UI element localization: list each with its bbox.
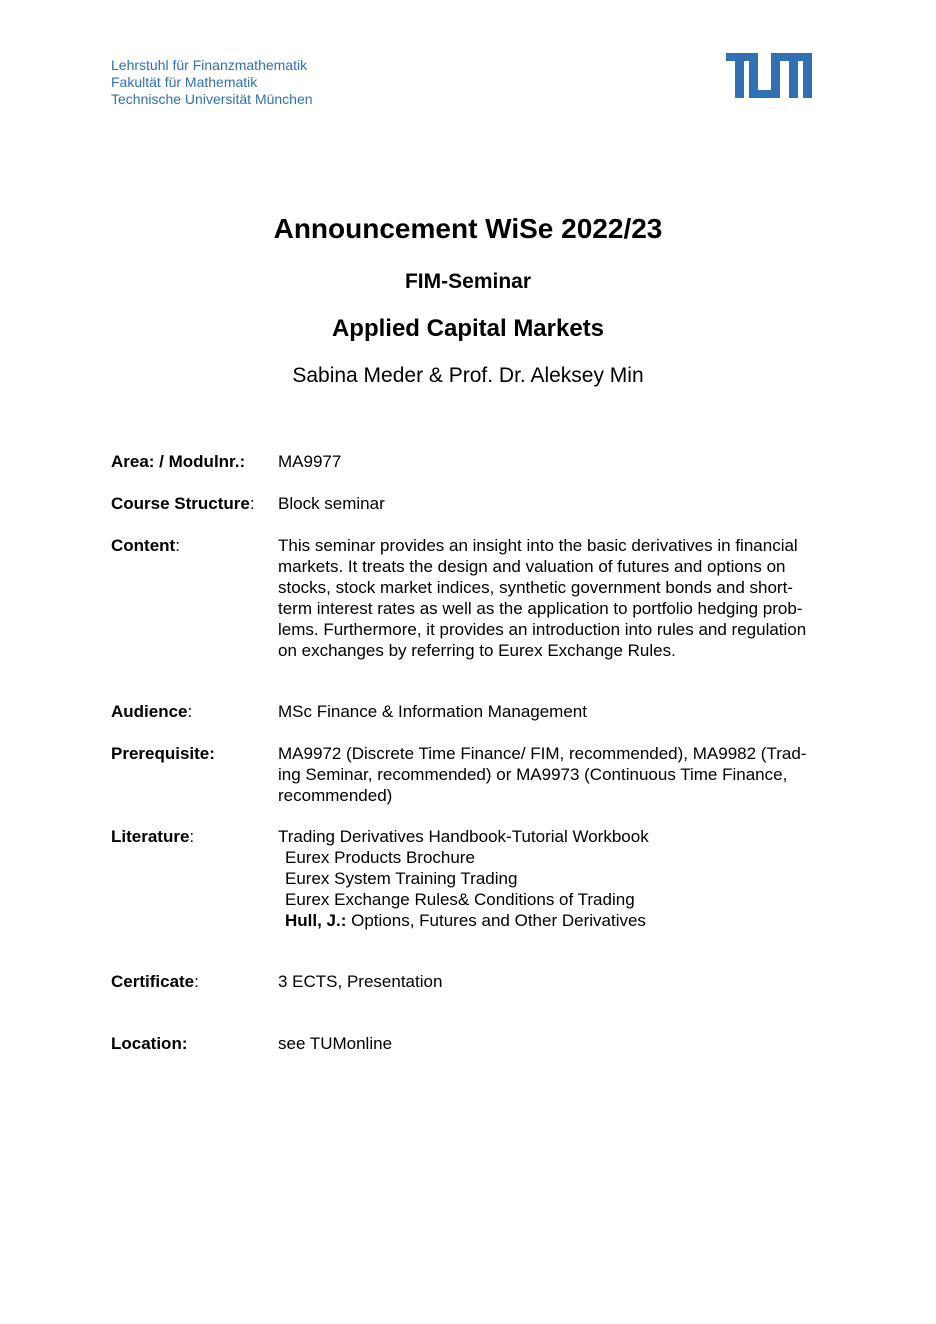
institution-line-university: Technische Universität München	[111, 91, 313, 107]
field-value	[278, 743, 826, 806]
content-line: markets. It treats the design and valuation of futures and options on	[278, 557, 786, 576]
field-value: MSc Finance & Information Management	[278, 702, 587, 721]
prerequisite-line: MA9972 (Discrete Time Finance/ FIM, recommended), MA9982 (Trad-	[278, 744, 807, 763]
institution-line-faculty: Fakultät für Mathematik	[111, 74, 258, 90]
content-line: on exchanges by referring to Eurex Exchange Rules.	[278, 641, 676, 660]
literature-item: Trading Derivatives Handbook-Tutorial Workbook	[278, 827, 649, 846]
field-label: Certificate:	[111, 972, 199, 991]
literature-item	[278, 910, 826, 931]
field-value: see TUMonline	[278, 1034, 393, 1053]
prerequisite-line: recommended)	[278, 786, 393, 805]
lecturers: Sabina Meder & Prof. Dr. Aleksey Min	[292, 364, 644, 387]
institution-line-chair: Lehrstuhl für Finanzmathematik	[111, 57, 308, 73]
literature-author: Hull, J.:	[285, 911, 347, 930]
field-label: Audience:	[111, 702, 193, 721]
seminar-type: FIM-Seminar	[404, 270, 532, 293]
field-value: MA9977	[278, 452, 342, 471]
field-value: Block seminar	[278, 494, 385, 513]
literature-item: Eurex System Training Trading	[285, 869, 518, 888]
literature-title: Options, Futures and Other Derivatives	[346, 911, 646, 930]
prerequisite-line: ing Seminar, recommended) or MA9973 (Continuous Time Finance,	[278, 765, 788, 784]
tum-logo-icon	[726, 53, 812, 98]
content-line: This seminar provides an insight into the basic derivatives in financial	[278, 536, 798, 555]
content-line: term interest rates as well as the application to portfolio hedging prob-	[278, 599, 803, 618]
page-title: Announcement WiSe 2022/23	[273, 213, 663, 244]
field-label: Content:	[111, 536, 180, 555]
content-line: lems. Furthermore, it provides an introduction into rules and regulation	[278, 620, 807, 639]
field-label: Literature:	[111, 827, 195, 846]
literature-item: Eurex Exchange Rules& Conditions of Trading	[285, 890, 635, 909]
course-name: Applied Capital Markets	[331, 315, 605, 342]
institution-header	[111, 57, 313, 108]
field-label: Area: / Modulnr.:	[111, 452, 246, 471]
literature-item: Eurex Products Brochure	[285, 848, 475, 867]
field-value	[278, 826, 826, 931]
field-value	[278, 535, 826, 661]
field-label: Course Structure:	[111, 494, 255, 513]
field-value: 3 ECTS, Presentation	[278, 972, 443, 991]
content-line: stocks, stock market indices, synthetic government bonds and short-	[278, 578, 793, 597]
field-label: Location:	[111, 1034, 188, 1053]
field-label: Prerequisite:	[111, 744, 215, 763]
